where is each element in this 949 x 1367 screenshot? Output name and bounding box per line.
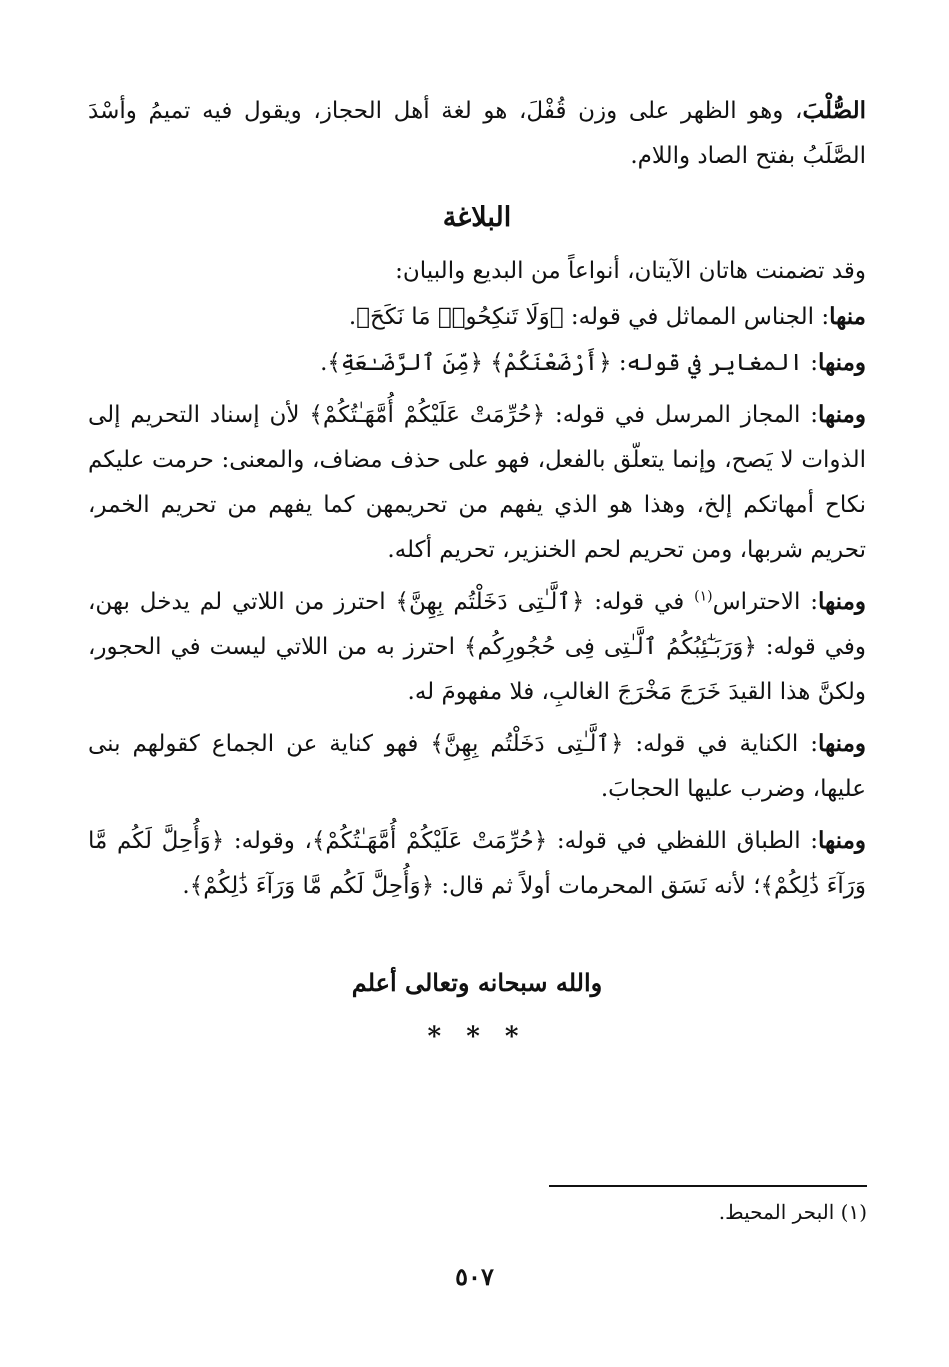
intro-paragraph: [88, 88, 866, 179]
quran-quote: ﴿وَلَا تَنكِحُوا۟ مَا نَكَحَ﴾: [356, 304, 564, 330]
item-pre: : المجاز المرسل في قوله:: [545, 402, 818, 428]
item-mid: ؛ لأنه نَسَق المحرمات أولاً ثم قال:: [434, 873, 761, 899]
item-pre: : الكناية في قوله:: [623, 731, 819, 757]
item-lead: ومنها: [818, 401, 866, 428]
section-title: البلاغة: [442, 202, 512, 233]
footnote-separator: [549, 1185, 867, 1187]
intro-text: ، وهو الظهر على وزن قُفْلَ، هو لغة أهل الحجاز، ويقول فيه تميمُ وأسْدَ الصَّلَبُ بفتح الصاد واللام.: [88, 98, 866, 169]
item-lead: منها: [829, 303, 866, 330]
quran-quote: ﴿وَأُحِلَّ لَكُم مَّا وَرَآءَ ذَٰلِكُمْ﴾: [189, 873, 435, 899]
quran-quote: ﴿وَرَبَـٰٓئِبُكُمُ ٱلَّـٰتِى فِى حُجُورِكُم﴾: [463, 634, 757, 660]
quran-quote: ﴿ٱلَّـٰتِى دَخَلْتُم بِهِنَّ﴾: [430, 731, 624, 757]
item-post: .: [320, 350, 328, 376]
item-kinaya: [88, 721, 866, 812]
opening-line: [88, 249, 866, 294]
item-lead: ومنها: [818, 827, 866, 854]
item-post: .: [348, 304, 357, 330]
footnote-reference[interactable]: (١): [694, 588, 713, 605]
item-lead: ومنها: [818, 349, 866, 376]
main-text: [88, 88, 866, 909]
item-post: .: [182, 873, 190, 899]
closing-line: والله سبحانه وتعالى أعلم: [351, 968, 603, 997]
item-pre: : الاحتراس: [712, 589, 819, 615]
item-mid: احترز من اللاتي لم يدخل بهن، وفي قوله:: [88, 589, 866, 660]
quran-quote: ﴿أَرْضَعْنَكُمْ﴾ ﴿مِّنَ ٱلرَّضَـٰعَةِ﴾: [327, 350, 612, 376]
item-jinas: [88, 294, 866, 340]
intro-term: الصُّلْبَ: [802, 97, 866, 124]
section-divider: * * *: [427, 1022, 527, 1052]
item-pre: : المغاير في قوله:: [611, 350, 819, 376]
item-post: احترز به من اللاتي ليست في الحجور، ولكنَّ هذا القيدَ خَرَجَ مَخْرَجَ الغالبِ، فلا مفهومَ له.: [88, 634, 866, 705]
item-lead: ومنها: [818, 588, 866, 615]
quran-quote: ﴿ٱلَّـٰتِى دَخَلْتُم بِهِنَّ﴾: [395, 589, 585, 615]
item-post: فهو كناية عن الجماع كقولهم بنى عليها، وضرب عليها الحجابَ.: [88, 731, 866, 802]
quran-quote: ﴿وَأُحِلَّ لَكُم مَّا وَرَآءَ ذَٰلِكُمْ﴾: [88, 828, 866, 899]
footnote-text: البحر المحيط.: [718, 1200, 835, 1224]
item-pre: : الجناس المماثل في قوله:: [563, 304, 830, 330]
item-tibaq: [88, 818, 866, 909]
quran-quote: ﴿حُرِّمَتْ عَلَيْكُمْ أُمَّهَـٰتُكُمْ﴾: [309, 402, 546, 428]
page-number: ٥٠٧: [455, 1262, 494, 1291]
footnote-marker: (١): [840, 1200, 867, 1224]
item-mid: في قوله:: [584, 589, 695, 615]
quran-quote: ﴿حُرِّمَتْ عَلَيْكُمْ أُمَّهَـٰتُكُمْ﴾: [311, 828, 548, 854]
item-pre: : الطباق اللفظي في قوله:: [547, 828, 819, 854]
item-lead: ومنها: [818, 730, 867, 757]
footnote: [549, 1200, 867, 1224]
item-ihtiras: [88, 579, 866, 715]
item-post: لأن إسناد التحريم إلى الذوات لا يَصح، وإنما يتعلّق بالفعل، فهو على حذف مضاف، والمعنى: حرمت عليكم نكاح أمهاتكم إلخ، وهذا هو الذي يفهم من تحريمهن كما يفهم من تحريم الخمر، تحريم شربها، ومن تحريم لحم الخنزير، تحريم أكله.: [88, 402, 866, 563]
item-majaz: [88, 392, 866, 573]
item-mughayir: [88, 340, 866, 386]
opening-text: وقد تضمنت هاتان الآيتان، أنواعاً من البديع والبيان:: [395, 258, 866, 284]
item-mid: ، وقوله:: [224, 828, 312, 854]
